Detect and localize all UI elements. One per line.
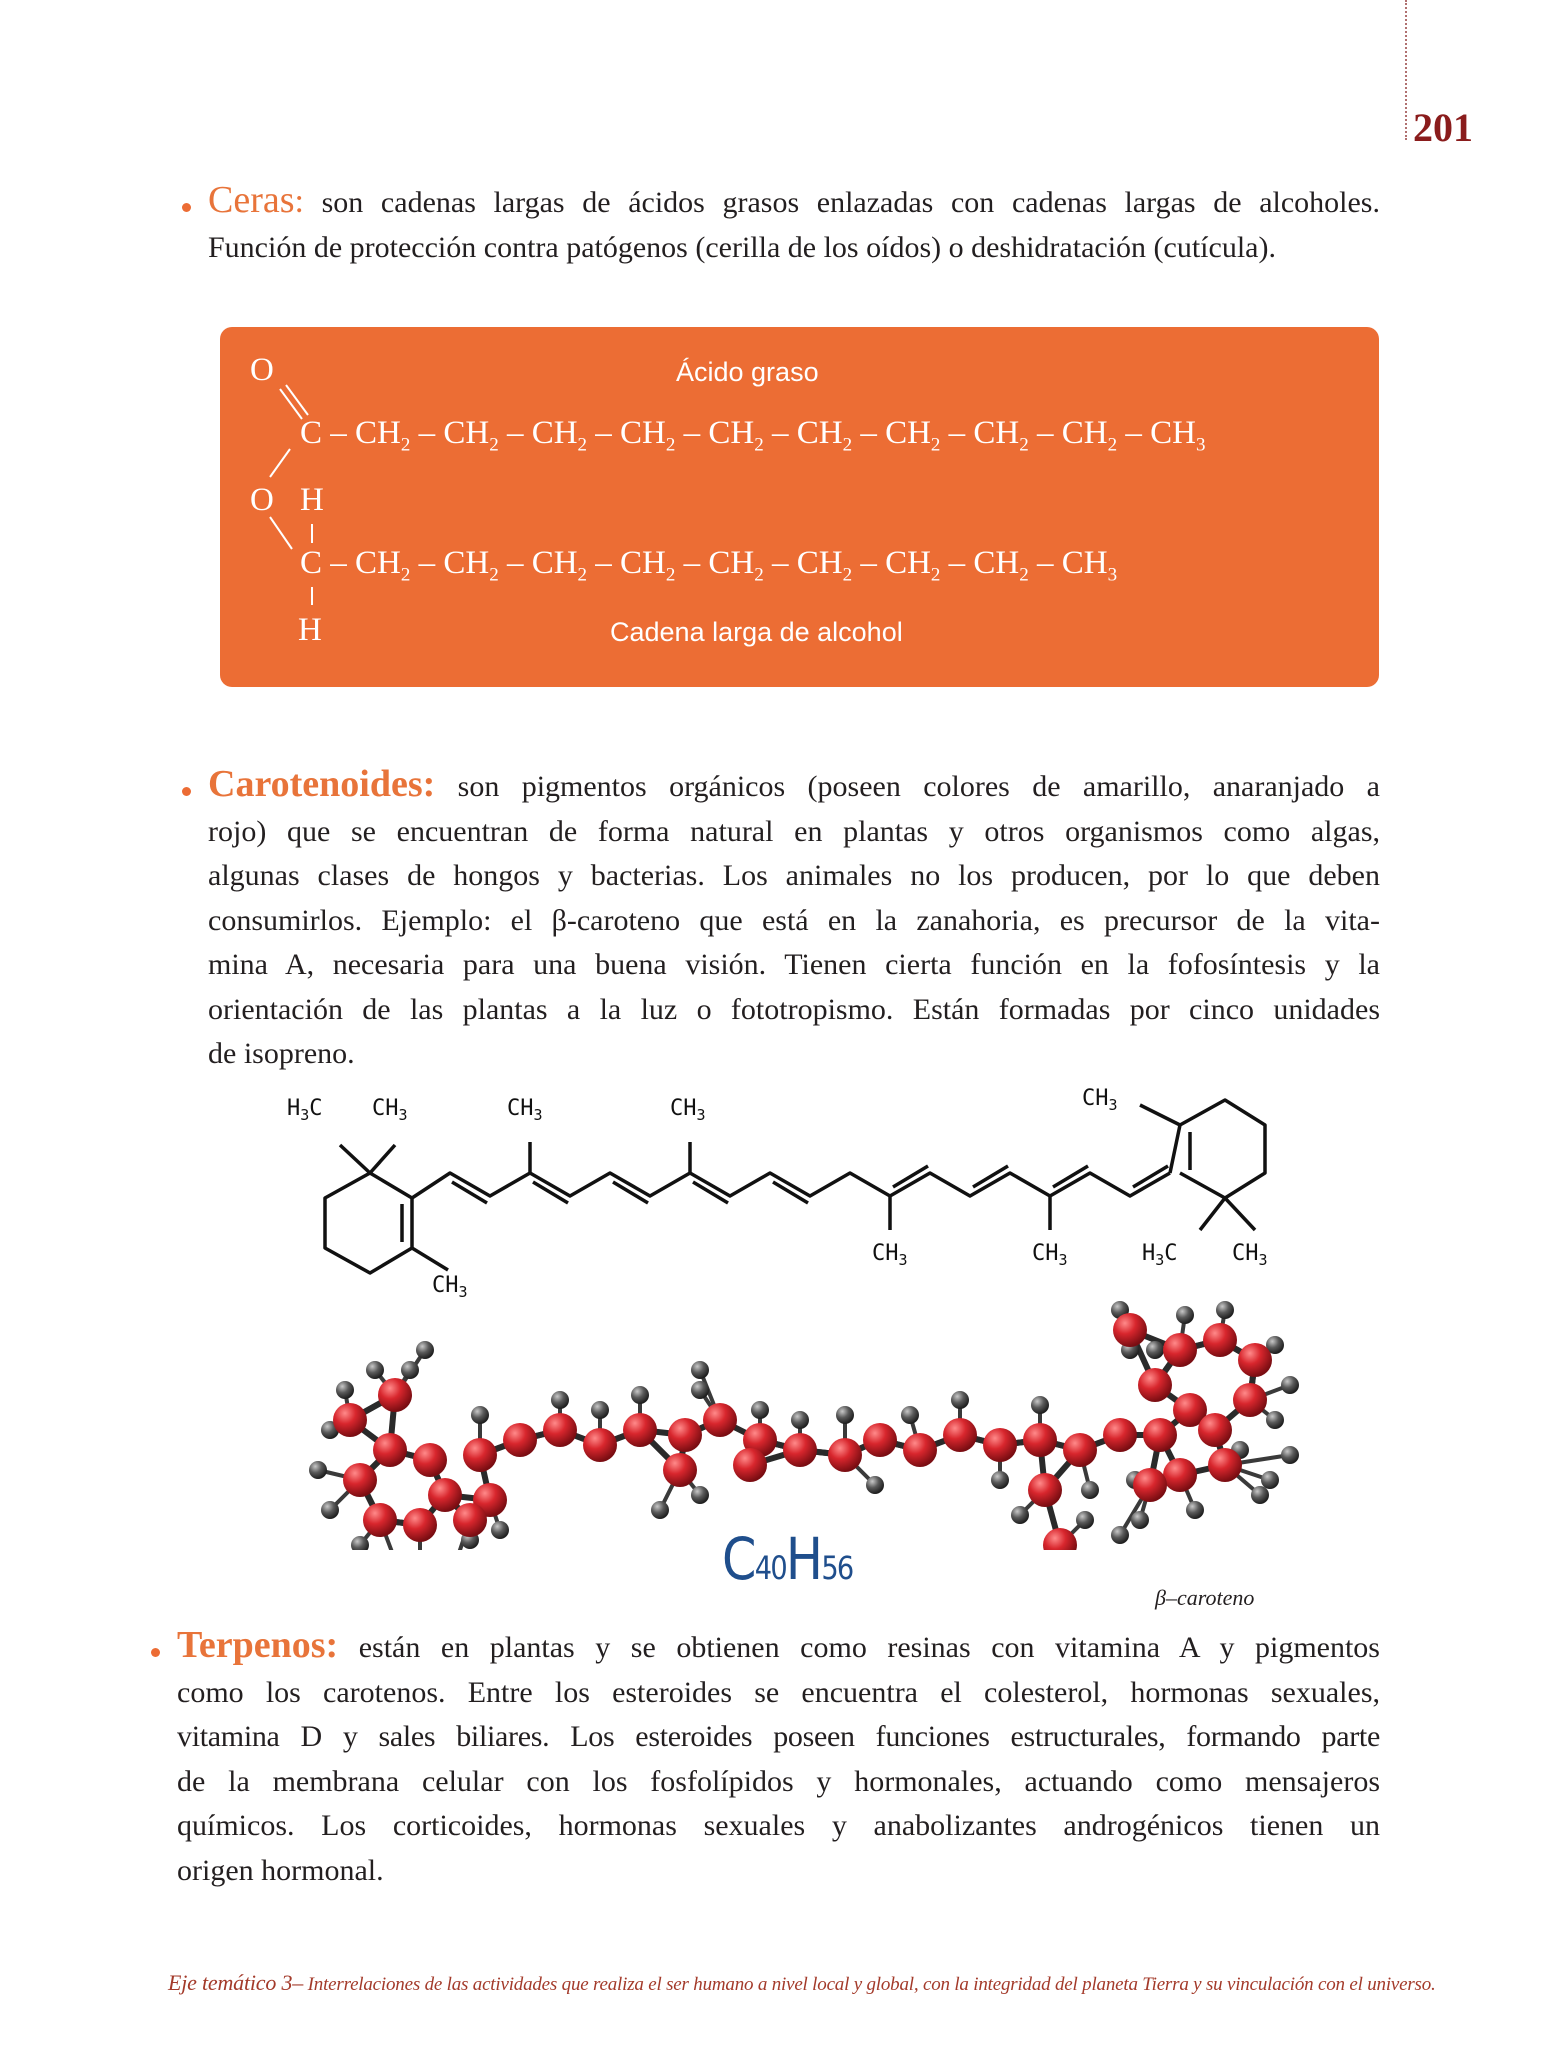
ch-group: – $CH_2$ bbox=[940, 545, 1029, 586]
ch-group: – $CH_2$ bbox=[410, 545, 499, 586]
carbon-atom bbox=[1233, 1383, 1267, 1417]
terpenos-text-1: están en plantas y se obtienen como resinas con vitamina A y pigmentos bbox=[338, 1631, 1380, 1664]
carotenoides-line-2: rojo) que se encuentran de forma natural en plantas y otros organismos como algas, bbox=[208, 814, 1380, 848]
footer-text: Interrelaciones de las actividades que realiza el ser humano a nivel local y global, con la integridad del planeta Tierra y su vinculación con el universo. bbox=[307, 1974, 1436, 1995]
carbon-atom bbox=[1133, 1468, 1167, 1502]
ch-group: – $CH_2$ bbox=[675, 545, 764, 586]
methyl-label: $CH_3$ bbox=[872, 1241, 908, 1269]
hydrogen-atom bbox=[631, 1386, 649, 1404]
hydrogen-atom bbox=[691, 1361, 709, 1379]
beta-carotene-caption: β–caroteno bbox=[1155, 1585, 1255, 1610]
carbon-atom bbox=[373, 1433, 407, 1467]
carbon-atom bbox=[1028, 1473, 1062, 1507]
hydrogen-atom bbox=[1281, 1446, 1299, 1464]
hydrogen-atom bbox=[1216, 1301, 1234, 1319]
page-number: 201 bbox=[1413, 105, 1473, 150]
hydrogen-atom bbox=[751, 1401, 769, 1419]
ch-group: – $CH_3$ bbox=[1028, 545, 1118, 586]
hydrogen-atom bbox=[1176, 1306, 1194, 1324]
carbon-atom bbox=[463, 1438, 497, 1472]
hydrogen-atom bbox=[866, 1476, 884, 1494]
hydrogen-atom bbox=[471, 1406, 489, 1424]
alcohol-groups bbox=[330, 545, 1118, 586]
terpenos-line-1 bbox=[177, 1623, 1380, 1671]
hydrogen-atom bbox=[951, 1391, 969, 1409]
hydrogen-atom bbox=[651, 1501, 669, 1519]
ch-group: – $CH_2$ bbox=[1028, 415, 1118, 456]
ceras-text-1: son cadenas largas de ácidos grasos enlazadas con cadenas largas de alcoholes. bbox=[303, 186, 1380, 219]
carbon-atom bbox=[1208, 1448, 1242, 1482]
alcohol-chain-label: Cadena larga de alcohol bbox=[610, 617, 903, 647]
carotenoides-line-3: algunas clases de hongos y bacterias. Los animales no los producen, por lo que deben bbox=[208, 859, 1380, 892]
ch-group: – $CH_2$ bbox=[763, 415, 853, 456]
methyl-label: $CH_3$ bbox=[432, 1273, 468, 1300]
carbon-atom bbox=[1023, 1423, 1057, 1457]
carbon-atom bbox=[903, 1433, 937, 1467]
hydrogen-atom bbox=[1011, 1506, 1029, 1524]
hydrogen-atom bbox=[1131, 1511, 1149, 1529]
atom-h-top: H bbox=[300, 482, 324, 518]
carbon-atom bbox=[703, 1403, 737, 1437]
hydrogen-atom bbox=[1081, 1481, 1099, 1499]
hydrogen-atom bbox=[1186, 1501, 1204, 1519]
atom-h-bottom: H bbox=[298, 612, 322, 648]
bullet-carotenoides bbox=[182, 787, 191, 796]
ch-group: – $CH_2$ bbox=[330, 415, 411, 456]
beta-carotene-skeletal-formula bbox=[0, 1080, 1564, 1300]
carbon-atom bbox=[1138, 1368, 1172, 1402]
ch-group: – $CH_2$ bbox=[587, 415, 676, 456]
ch-group: – $CH_2$ bbox=[675, 415, 764, 456]
hydrogen-atom bbox=[401, 1361, 419, 1379]
margin-dotted-rule bbox=[1405, 0, 1407, 140]
ceras-line-2: Función de protección contra patógenos (cerilla de los oídos) o deshidratación (cutícula). bbox=[208, 230, 1276, 264]
alcohol-chain bbox=[300, 545, 1117, 587]
ch-group: – $CH_2$ bbox=[852, 415, 941, 456]
terpenos-line-4: de la membrana celular con los fosfolípidos y hormonales, actuando como mensajeros bbox=[177, 1764, 1380, 1798]
hydrogen-atom bbox=[309, 1461, 327, 1479]
ch-group: – $CH_2$ bbox=[763, 545, 853, 586]
molecular-formula bbox=[722, 1525, 853, 1593]
ch-group: – $CH_2$ bbox=[330, 545, 411, 586]
carbon-atom bbox=[668, 1418, 702, 1452]
carotenoides-text-1: son pigmentos orgánicos (poseen colores de amarillo, anaranjado a bbox=[435, 770, 1380, 803]
beta-carotene-ball-and-stick-model bbox=[0, 1290, 1564, 1550]
carbon-atom bbox=[1113, 1313, 1147, 1347]
fatty-acid-chain bbox=[300, 415, 1205, 457]
carbon-atom bbox=[1198, 1413, 1232, 1447]
carotenoides-line-7: de isopreno. bbox=[208, 1037, 355, 1070]
hydrogen-atom bbox=[416, 1341, 434, 1359]
hydrogen-atom bbox=[491, 1521, 509, 1539]
methyl-label: $CH_3$ bbox=[507, 1096, 543, 1124]
atom-o-carbonyl: O bbox=[250, 352, 274, 388]
carbon-atom bbox=[623, 1413, 657, 1447]
formula-hydrogen: H bbox=[785, 1525, 822, 1593]
carbon-atom bbox=[503, 1423, 537, 1457]
ceras-paragraph bbox=[208, 178, 1380, 270]
carotenoides-line-4: consumirlos. Ejemplo: el β-caroteno que está en la zanahoria, es precursor de la vita- bbox=[208, 903, 1380, 937]
ceras-colon: : bbox=[294, 183, 304, 220]
terpenos-line-6: origen hormonal. bbox=[177, 1853, 384, 1887]
carotenoides-line-5: mina A, necesaria para una buena visión. Tienen cierta función en la fofosíntesis y la bbox=[208, 948, 1380, 981]
hydrogen-atom bbox=[901, 1406, 919, 1424]
formula-carbon: C bbox=[722, 1525, 755, 1593]
ch-group: – $CH_2$ bbox=[587, 545, 676, 586]
ch-group: – $CH_3$ bbox=[1117, 415, 1206, 456]
carbon-atom bbox=[943, 1418, 977, 1452]
hydrogen-atom bbox=[1146, 1341, 1164, 1359]
hydrogen-atom bbox=[991, 1471, 1009, 1489]
terpenos-line-5: químicos. Los corticoides, hormonas sexuales y anabolizantes androgénicos tienen un bbox=[177, 1809, 1380, 1842]
atom-o-ester: O bbox=[250, 482, 274, 518]
carotenoides-paragraph bbox=[208, 762, 1380, 1077]
hydrogen-atom bbox=[336, 1381, 354, 1399]
methyl-label: $CH_3$ bbox=[1032, 1241, 1068, 1269]
carbon-atom bbox=[343, 1463, 377, 1497]
hydrogen-atom bbox=[791, 1411, 809, 1429]
carbon-atom bbox=[453, 1503, 487, 1537]
fatty-acid-groups bbox=[330, 415, 1206, 456]
carbon-atom bbox=[983, 1428, 1017, 1462]
wax-ester-diagram bbox=[220, 327, 1379, 687]
hydrogen-atom bbox=[551, 1391, 569, 1409]
carbon-atom bbox=[583, 1428, 617, 1462]
terpenos-paragraph bbox=[177, 1623, 1380, 1893]
methyl-label: $CH_3$ bbox=[1232, 1241, 1268, 1269]
hydrogen-atom bbox=[366, 1361, 384, 1379]
carbon-atom bbox=[1203, 1323, 1237, 1357]
atom-c-alcohol: C bbox=[300, 545, 323, 581]
carbon-atom bbox=[1163, 1333, 1197, 1367]
carotenoides-term: Carotenoides: bbox=[208, 763, 436, 805]
methyl-label: $CH_3$ bbox=[1082, 1086, 1118, 1114]
hydrogen-atom bbox=[1266, 1411, 1284, 1429]
hydrogen-atom bbox=[1031, 1396, 1049, 1414]
carbon-atom bbox=[863, 1423, 897, 1457]
carbon-atom bbox=[333, 1403, 367, 1437]
hydrogen-atom bbox=[691, 1381, 709, 1399]
carbon-atom bbox=[403, 1508, 437, 1542]
hydrogen-atom bbox=[591, 1401, 609, 1419]
bullet-terpenos bbox=[151, 1648, 160, 1657]
carbon-atom bbox=[1103, 1418, 1137, 1452]
carbon-atom bbox=[428, 1478, 462, 1512]
ch-group: – $CH_2$ bbox=[940, 415, 1029, 456]
fatty-acid-label: Ácido graso bbox=[676, 357, 819, 387]
terpenos-line-3: vitamina D y sales biliares. Los esteroides poseen funciones estructurales, formando parte bbox=[177, 1720, 1380, 1753]
carbon-atom bbox=[1063, 1433, 1097, 1467]
hydrogen-atom bbox=[691, 1486, 709, 1504]
atom-c-carbonyl: C bbox=[300, 415, 323, 451]
hydrogen-atom bbox=[1076, 1511, 1094, 1529]
terpenos-line-2: como los carotenos. Entre los esteroides se encuentra el colesterol, hormonas sexuales, bbox=[177, 1675, 1380, 1709]
carbon-atom bbox=[783, 1433, 817, 1467]
ceras-term: Ceras bbox=[208, 179, 295, 221]
carotenoides-line-6: orientación de las plantas a la luz o fototropismo. Están formadas por cinco unidades bbox=[208, 992, 1380, 1026]
carbon-atom bbox=[663, 1453, 697, 1487]
hydrogen-atom bbox=[1281, 1376, 1299, 1394]
methyl-label: $CH_3$ bbox=[670, 1096, 706, 1124]
methyl-label: $CH_3$ bbox=[372, 1096, 408, 1124]
formula-carbon-count: 40 bbox=[754, 1549, 786, 1587]
carbon-atom bbox=[1238, 1343, 1272, 1377]
ch-group: – $CH_2$ bbox=[498, 545, 588, 586]
carbon-atom bbox=[378, 1378, 412, 1412]
hydrogen-atom bbox=[1261, 1471, 1279, 1489]
methyl-label: $H_3C$ bbox=[287, 1096, 323, 1124]
carbon-atom bbox=[543, 1413, 577, 1447]
carbon-atom bbox=[1163, 1458, 1197, 1492]
ch-group: – $CH_2$ bbox=[852, 545, 941, 586]
footer-axis-note bbox=[168, 1970, 1436, 1996]
hydrogen-atom bbox=[1111, 1526, 1129, 1544]
hydrogen-atom bbox=[836, 1406, 854, 1424]
hydrogen-atom bbox=[1251, 1486, 1269, 1504]
ch-group: – $CH_2$ bbox=[498, 415, 588, 456]
carbon-atom bbox=[1143, 1418, 1177, 1452]
carbon-atom bbox=[413, 1443, 447, 1477]
hydrogen-atom bbox=[321, 1501, 339, 1519]
carbon-atom bbox=[828, 1438, 862, 1472]
formula-hydrogen-count: 56 bbox=[821, 1549, 853, 1587]
carbon-atom bbox=[733, 1448, 767, 1482]
carbon-atom bbox=[363, 1503, 397, 1537]
methyl-label: $H_3C$ bbox=[1142, 1241, 1178, 1269]
bullet-ceras bbox=[182, 203, 191, 212]
carotenoides-line-1 bbox=[208, 762, 1380, 810]
ceras-line-1 bbox=[208, 178, 1380, 226]
ch-group: – $CH_2$ bbox=[410, 415, 499, 456]
terpenos-term: Terpenos: bbox=[177, 1624, 339, 1666]
footer-lead: Eje temático 3– bbox=[168, 1970, 304, 1995]
